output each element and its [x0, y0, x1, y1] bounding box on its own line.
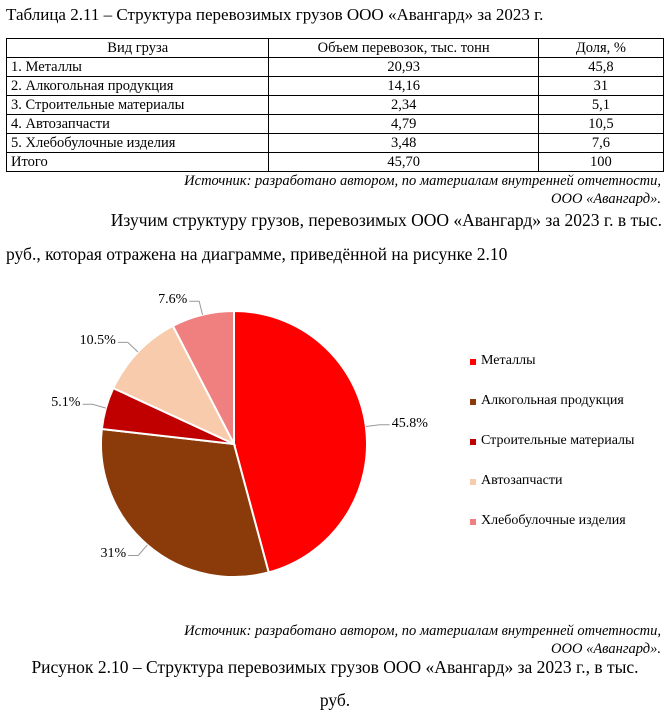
- figure-source-line1: Источник: разработано автором, по материалам внутренней отчетности,: [184, 623, 661, 639]
- cargo-table: [6, 38, 664, 172]
- legend-swatch-metals: [470, 359, 476, 365]
- legend-swatch-construction: [470, 439, 476, 445]
- legend-label-bakery: Хлебобулочные изделия: [481, 513, 626, 528]
- leader-line-alcohol: [128, 545, 147, 556]
- cell-cargo-type: 2. Алкогольная продукция: [7, 77, 269, 96]
- data-label-autoparts: 10.5%: [79, 333, 116, 349]
- header-volume: Объем перевозок, тыс. тонн: [269, 39, 538, 58]
- table-total-row: [7, 153, 664, 172]
- table-source-line2: ООО «Авангард».: [551, 191, 661, 207]
- figure-caption-line1: Рисунок 2.10 – Структура перевозимых грузов ООО «Авангард» за 2023 г., в тыс.: [31, 657, 639, 677]
- table-header-row: [7, 39, 664, 58]
- header-cargo-type: Вид груза: [7, 39, 269, 58]
- figure-source-line2: ООО «Авангард».: [551, 641, 661, 657]
- table-row: [7, 77, 664, 96]
- cell-cargo-type: 5. Хлебобулочные изделия: [7, 134, 269, 153]
- header-share: Доля, %: [538, 39, 663, 58]
- table-source-line1: Источник: разработано автором, по материалам внутренней отчетности,: [184, 173, 661, 189]
- leader-line-autoparts: [118, 342, 138, 352]
- paragraph-line1: Изучим структуру грузов, перевозимых ООО «Авангард» за 2023 г. в тыс.: [110, 210, 662, 230]
- legend-label-autoparts: Автозапчасти: [481, 473, 563, 488]
- data-label-construction: 5.1%: [51, 395, 81, 411]
- legend-label-alcohol: Алкогольная продукция: [481, 393, 624, 408]
- cell-share: 5,1: [538, 96, 663, 115]
- cell-cargo-type: 1. Металлы: [7, 58, 269, 77]
- data-label-bakery: 7.6%: [158, 292, 188, 308]
- cell-share: 7,6: [538, 134, 663, 153]
- paragraph-line2: руб., которая отражена на диаграмме, приведённой на рисунке 2.10: [6, 244, 508, 264]
- table-row: [7, 58, 664, 77]
- legend-swatch-alcohol: [470, 399, 476, 405]
- cell-volume: 45,70: [269, 153, 538, 172]
- cell-volume: 3,48: [269, 134, 538, 153]
- table-row: [7, 96, 664, 115]
- table-source: [184, 172, 661, 208]
- legend-swatch-bakery: [470, 519, 476, 525]
- legend-label-construction: Строительные материалы: [481, 433, 635, 448]
- figure-caption-line2: руб.: [319, 690, 351, 710]
- leader-line-construction: [83, 404, 106, 408]
- cell-share: 10,5: [538, 115, 663, 134]
- table-caption: Таблица 2.11 – Структура перевозимых грузов ООО «Авангард» за 2023 г.: [6, 5, 544, 24]
- table-row: [7, 134, 664, 153]
- legend-swatch-autoparts: [470, 479, 476, 485]
- figure-source: [184, 622, 661, 658]
- cell-volume: 20,93: [269, 58, 538, 77]
- cell-share: 31: [538, 77, 663, 96]
- data-label-alcohol: 31%: [100, 546, 127, 562]
- table-row: [7, 115, 664, 134]
- cell-volume: 4,79: [269, 115, 538, 134]
- cell-volume: 14,16: [269, 77, 538, 96]
- cell-cargo-type: 4. Автозапчасти: [7, 115, 269, 134]
- cell-cargo-type: Итого: [7, 153, 269, 172]
- cell-cargo-type: 3. Строительные материалы: [7, 96, 269, 115]
- data-label-metals: 45.8%: [391, 415, 428, 431]
- legend-label-metals: Металлы: [481, 353, 536, 368]
- cell-share: 45,8: [538, 58, 663, 77]
- leader-line-metals: [366, 425, 390, 427]
- cell-volume: 2,34: [269, 96, 538, 115]
- leader-line-bakery: [189, 301, 202, 315]
- cell-share: 100: [538, 153, 663, 172]
